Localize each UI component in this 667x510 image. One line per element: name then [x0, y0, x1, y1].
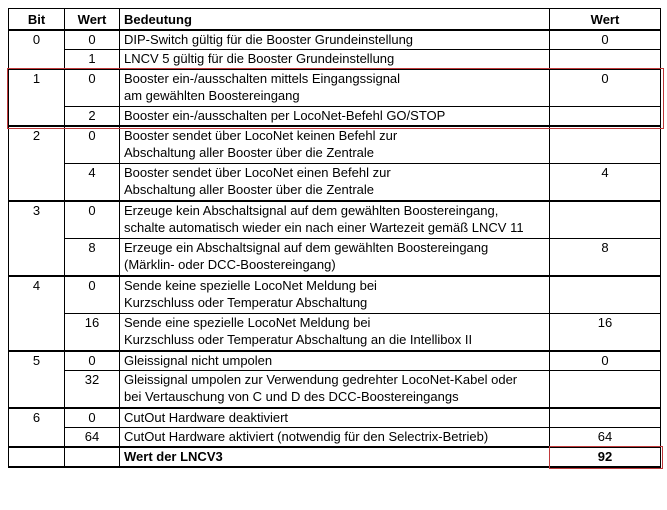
bedeutung-cell: [120, 50, 550, 70]
wert-cell: 0: [65, 408, 120, 428]
table-row: [9, 201, 661, 239]
table-row: [9, 371, 661, 409]
bit-cell: [9, 50, 65, 70]
bit-cell: [9, 314, 65, 352]
bit-cell: 1: [9, 69, 65, 107]
bedeutung-line: CutOut Hardware aktiviert (notwendig für den Selectrix-Betrieb): [124, 429, 489, 444]
wert-result-cell: 0: [550, 351, 661, 371]
wert-cell: 0: [65, 276, 120, 314]
bit-cell: [9, 428, 65, 448]
wert-cell: 0: [65, 351, 120, 371]
header-bit: Bit: [9, 9, 65, 31]
wert-cell: 2: [65, 107, 120, 127]
wert-result-cell: [550, 126, 661, 164]
bedeutung-cell: [120, 107, 550, 127]
bedeutung-line: CutOut Hardware deaktiviert: [124, 410, 289, 425]
table-body: [9, 30, 661, 467]
bit-cell: [9, 239, 65, 277]
bedeutung-cell: [120, 276, 550, 314]
lncv3-table: [8, 8, 661, 468]
table-row: [9, 351, 661, 371]
wert-result-cell: [550, 371, 661, 409]
wert-result-cell: 0: [550, 69, 661, 107]
bedeutung-line: Kurzschluss oder Temperatur Abschaltung: [124, 295, 368, 310]
bit-cell: 3: [9, 201, 65, 239]
wert-cell: 0: [65, 201, 120, 239]
bedeutung-line: Kurzschluss oder Temperatur Abschaltung an die Intellibox II: [124, 332, 473, 347]
bedeutung-line: Booster ein-/ausschalten per LocoNet-Befehl GO/STOP: [124, 108, 446, 123]
wert-cell: 0: [65, 30, 120, 50]
bedeutung-line: LNCV 5 gültig für die Booster Grundeinstellung: [124, 51, 395, 66]
bit-cell: [9, 164, 65, 202]
bedeutung-line: Booster sendet über LocoNet einen Befehl zur: [124, 165, 391, 180]
bedeutung-line: (Märklin- oder DCC-Boostereingang): [124, 257, 336, 272]
wert-cell: 64: [65, 428, 120, 448]
bedeutung-line: Booster sendet über LocoNet keinen Befehl zur: [124, 128, 398, 143]
bedeutung-cell: [120, 314, 550, 352]
table-row: [9, 276, 661, 314]
bedeutung-line: Booster ein-/ausschalten mittels Eingangssignal: [124, 71, 401, 86]
wert-result-cell: [550, 408, 661, 428]
wert-result-cell: 4: [550, 164, 661, 202]
bedeutung-line: Gleissignal umpolen zur Verwendung gedrehter LocoNet-Kabel oder: [124, 372, 518, 387]
bedeutung-line: DIP-Switch gültig für die Booster Grundeinstellung: [124, 32, 414, 47]
table-row: [9, 314, 661, 352]
header-bedeutung: Bedeutung: [120, 9, 550, 31]
bedeutung-line: Sende keine spezielle LocoNet Meldung bei: [124, 278, 377, 293]
wert-result-cell: [550, 276, 661, 314]
table-row: [9, 30, 661, 50]
table-row: [9, 239, 661, 277]
bit-cell: 4: [9, 276, 65, 314]
wert-result-cell: [550, 50, 661, 70]
bit-cell: [9, 107, 65, 127]
table-row: [9, 126, 661, 164]
table-row: [9, 164, 661, 202]
bedeutung-line: Abschaltung aller Booster über die Zentrale: [124, 145, 375, 160]
wert-result-cell: [550, 107, 661, 127]
bedeutung-line: am gewählten Boostereingang: [124, 88, 300, 103]
bedeutung-line: Erzeuge ein Abschaltsignal auf dem gewählten Boostereingang: [124, 240, 489, 255]
header-wert: Wert: [65, 9, 120, 31]
bedeutung-cell: [120, 30, 550, 50]
bedeutung-cell: [120, 371, 550, 409]
bedeutung-cell: [120, 351, 550, 371]
total-value: 92: [550, 447, 661, 467]
wert-result-cell: 0: [550, 30, 661, 50]
bit-cell: [9, 371, 65, 409]
bedeutung-cell: [120, 126, 550, 164]
wert-cell: 4: [65, 164, 120, 202]
bedeutung-line: Sende eine spezielle LocoNet Meldung bei: [124, 315, 371, 330]
total-label: Wert der LNCV3: [120, 447, 550, 467]
wert-result-cell: [550, 201, 661, 239]
wert-result-cell: 64: [550, 428, 661, 448]
header-wert-column: Wert: [550, 9, 661, 31]
table-row: [9, 408, 661, 428]
bedeutung-line: bei Vertauschung von C und D des DCC-Boostereingangs: [124, 389, 459, 404]
wert-cell: 8: [65, 239, 120, 277]
bedeutung-cell: [120, 69, 550, 107]
bedeutung-line: Abschaltung aller Booster über die Zentrale: [124, 182, 375, 197]
wert-cell: 0: [65, 126, 120, 164]
wert-cell: 0: [65, 69, 120, 107]
total-wert-cell: [65, 447, 120, 467]
total-bit-cell: [9, 447, 65, 467]
wert-result-cell: 8: [550, 239, 661, 277]
table-row: [9, 69, 661, 107]
bedeutung-line: Erzeuge kein Abschaltsignal auf dem gewählten Boostereingang,: [124, 203, 499, 218]
wert-cell: 32: [65, 371, 120, 409]
wert-cell: 16: [65, 314, 120, 352]
bedeutung-cell: [120, 428, 550, 448]
table-row: [9, 107, 661, 127]
bit-cell: 2: [9, 126, 65, 164]
bedeutung-line: Gleissignal nicht umpolen: [124, 353, 273, 368]
bedeutung-cell: [120, 408, 550, 428]
bit-cell: 0: [9, 30, 65, 50]
bedeutung-cell: [120, 164, 550, 202]
wert-result-cell: 16: [550, 314, 661, 352]
wert-cell: 1: [65, 50, 120, 70]
bit-cell: 5: [9, 351, 65, 371]
total-row: [9, 447, 661, 467]
table-row: [9, 428, 661, 448]
bit-cell: 6: [9, 408, 65, 428]
bedeutung-cell: [120, 201, 550, 239]
bedeutung-cell: [120, 239, 550, 277]
bedeutung-line: schalte automatisch wieder ein nach einer Wartezeit gemäß LNCV 11: [124, 220, 524, 235]
header-row: [9, 9, 661, 31]
table-row: [9, 50, 661, 70]
